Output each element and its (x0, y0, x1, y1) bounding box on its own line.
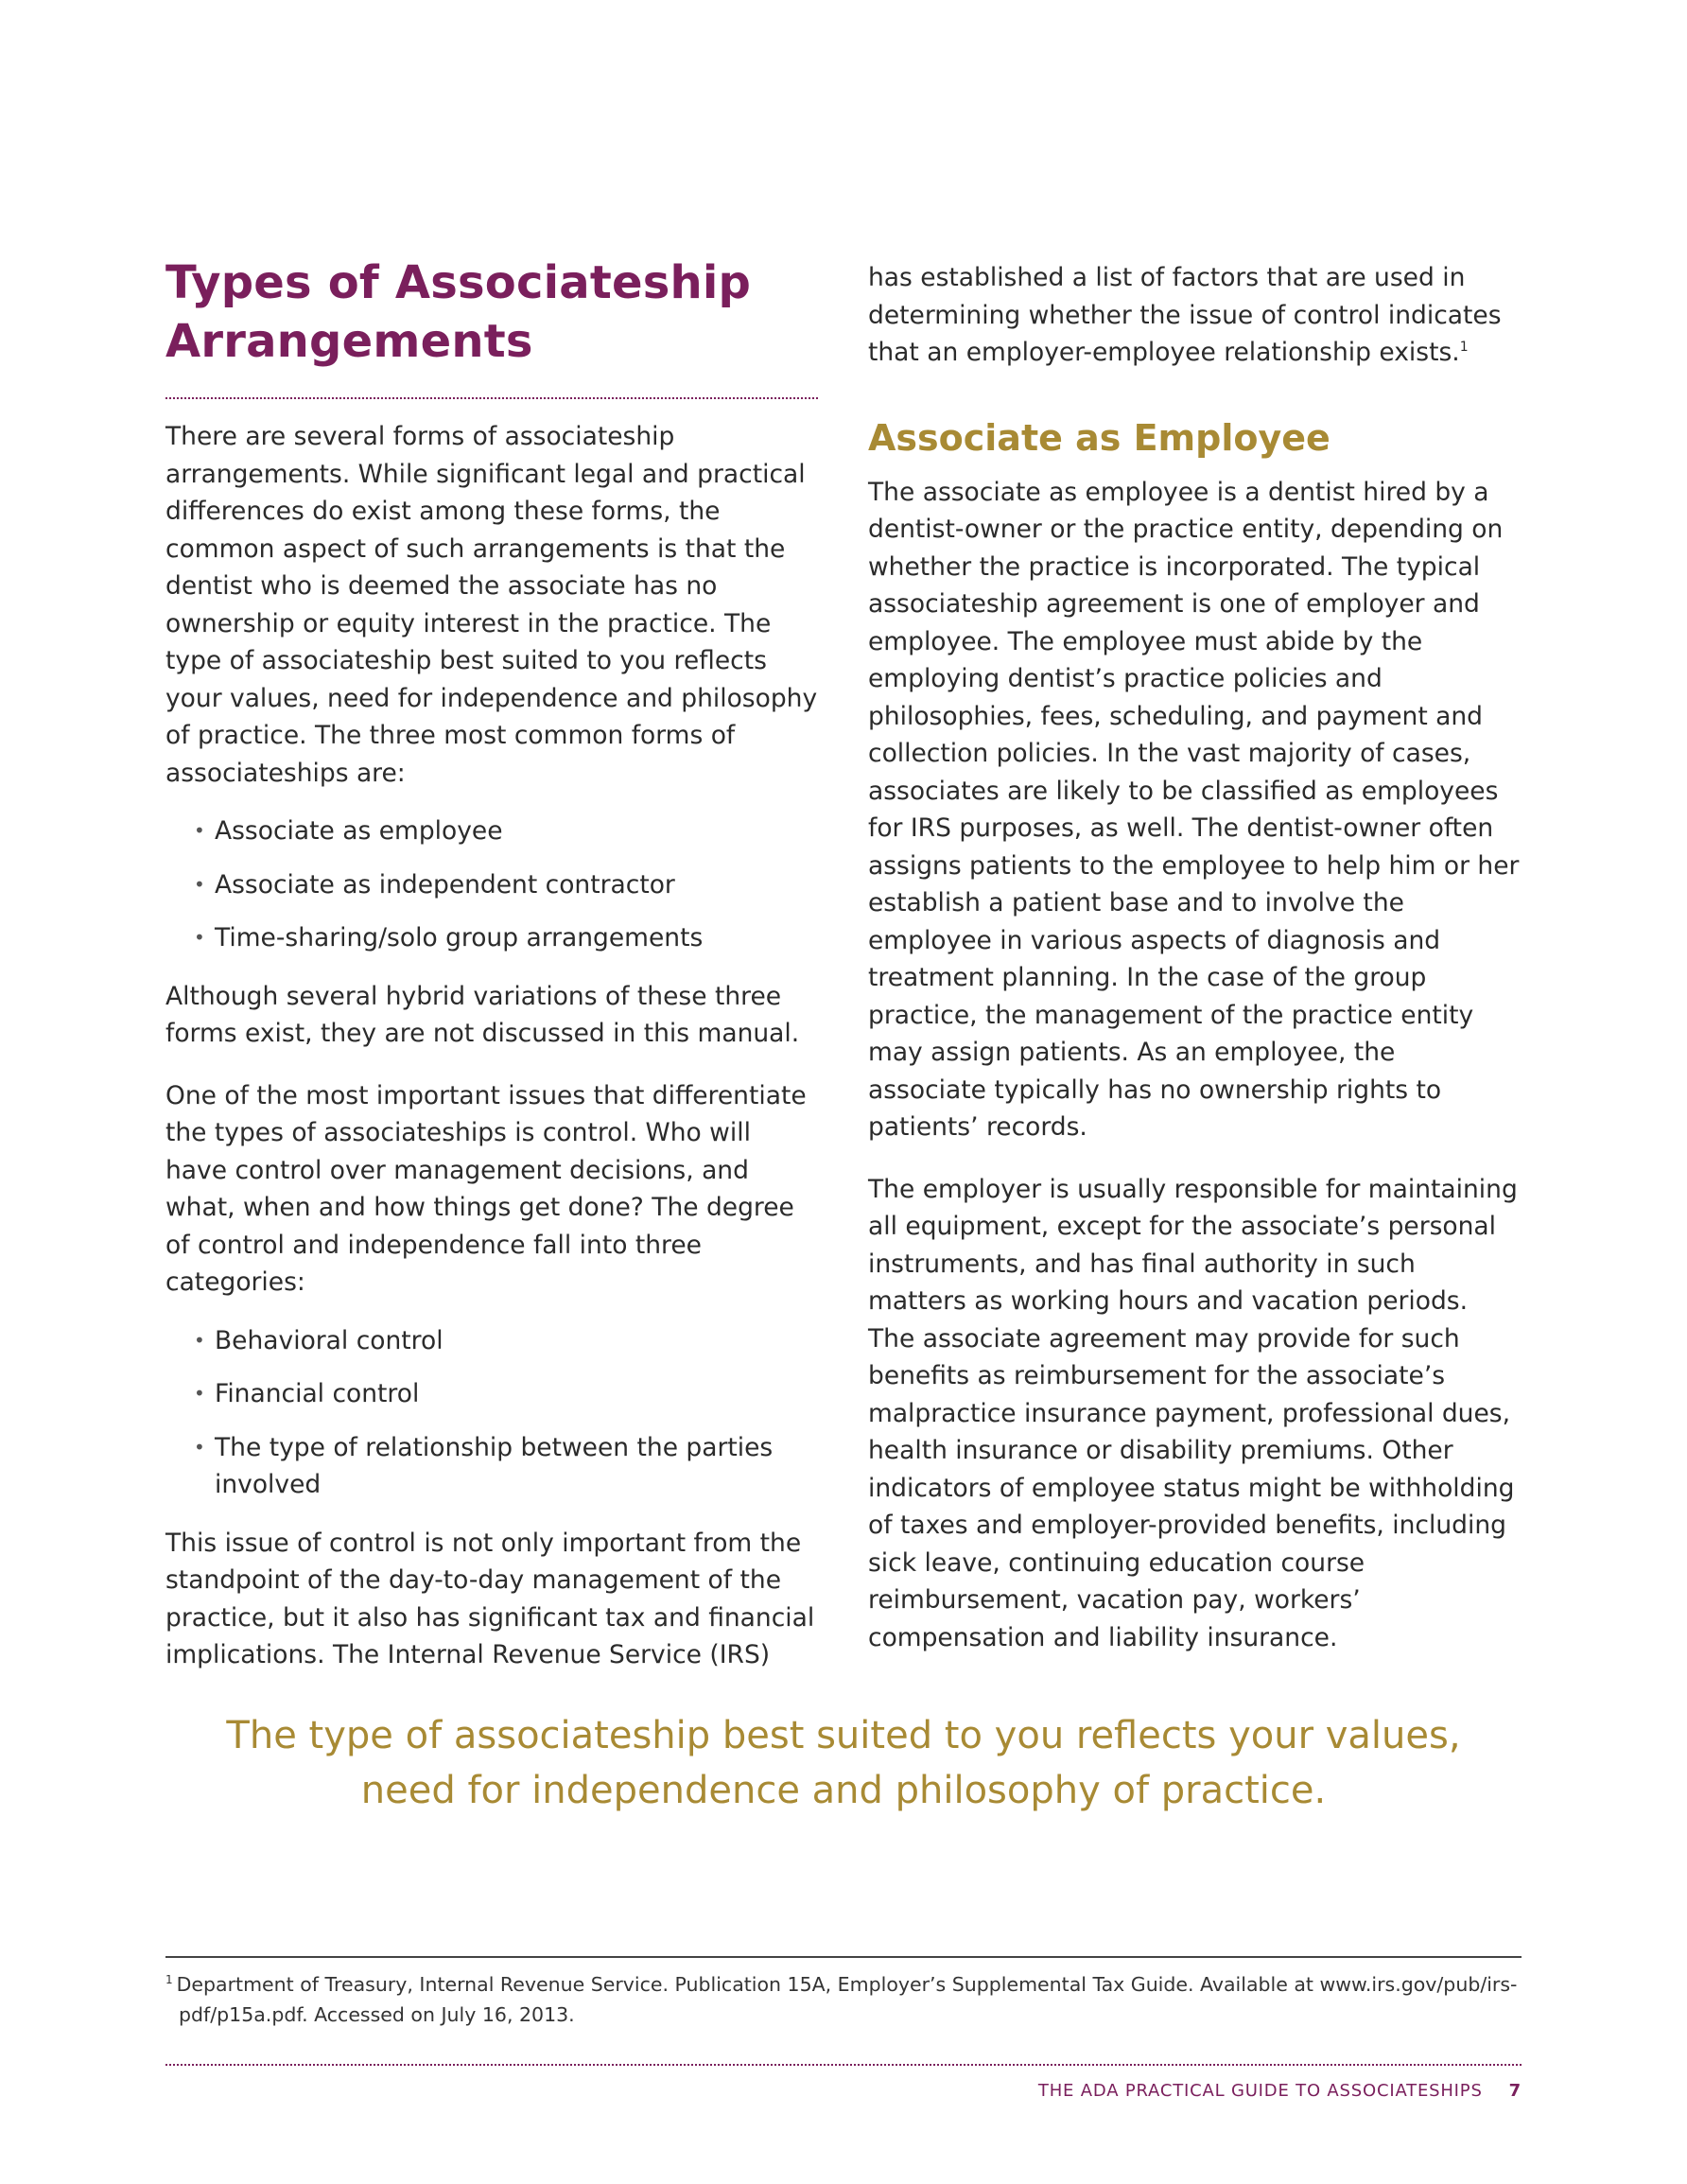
footnote-mark: 1 (165, 1973, 173, 1987)
footnote-rule (165, 1956, 1522, 1958)
footnote-ref: 1 (1459, 340, 1469, 356)
control-paragraph: One of the most important issues that differentiate the types of associateships is control. Who will have control over management decisions, and what, when and how things get done? The degree of control and independence fall into three categories: (165, 1080, 807, 1297)
continued-paragraph (868, 259, 1521, 372)
intro-paragraph: There are several forms of associateship arrangements. While significant legal and practical differences do exist among these forms, the common aspect of such arrangements is that the dentist who is deemed the associate has no ownership or equity interest in the practice. The type of associateship best suited to you reflects your values, need for independence and philosophy of practice. The three most common forms of associateships are: (165, 422, 818, 788)
pull-quote (165, 1708, 1522, 1818)
title-line-2: Arrangements (165, 315, 533, 368)
page-title (165, 253, 818, 371)
forms-list (165, 812, 818, 957)
control-list (165, 1322, 818, 1504)
title-divider (165, 397, 818, 399)
pull-quote-line-2: need for independence and philosophy of practice. (360, 1769, 1327, 1812)
left-column (165, 253, 818, 1699)
right-column (868, 259, 1521, 1681)
list-item: • Time-sharing/solo group arrangements (194, 919, 818, 957)
employee-paragraph: The associate as employee is a dentist hired by a dentist-owner or the practice entity, depending on whether the practice is incorporated. The typical associateship agreement is one of employer and employee. The employee must abide by the employing dentist’s practice policies and philosophies, fees, scheduling, and payment and collection policies. In the vast majority of cases, associates are likely to be classified as employees for IRS purposes, as well. The dentist-owner often assigns patients to the employee to help him or her establish a patient base and to involve the employee in various aspects of diagnosis and treatment planning. In the case of the group practice, the management of the practice entity may assign patients. As an employee, the associate typically has no ownership rights to patients’ records. (868, 477, 1520, 1142)
list-item: • Associate as independent contractor (194, 866, 818, 904)
employer-paragraph: The employer is usually responsible for maintaining all equipment, except for the associate’s personal instruments, and has final authority in such matters as working hours and vacation periods. The associate agreement may provide for such benefits as reimbursement for the associate’s malpractice insurance payment, professional dues, health insurance or disability premiums. Other indicators of employee status might be withholding of taxes and employer-provided benefits, including sick leave, continuing education course reimbursement, vacation pay, workers’ compensation and liability insurance. (868, 1174, 1518, 1652)
continued-text: has established a list of factors that are used in determining whether the issue of control indicates that an employer-employee relationship exists. (868, 263, 1502, 367)
irs-paragraph: This issue of control is not only important from the standpoint of the day-to-day management of the practice, but it also has significant tax and financial implications. The Internal Revenue Service (IRS) (165, 1528, 815, 1669)
list-item: • Associate as employee (194, 812, 818, 850)
page-footer (1038, 2081, 1522, 2101)
section-heading: Associate as Employee (868, 416, 1330, 459)
running-title: THE ADA PRACTICAL GUIDE TO ASSOCIATESHIPS (1037, 2081, 1483, 2101)
hybrid-paragraph: Although several hybrid variations of these three forms exist, they are not discussed in this manual. (165, 981, 800, 1048)
footer-divider (165, 2064, 1522, 2066)
title-line-1: Types of Associateship (165, 256, 752, 309)
pull-quote-line-1: The type of associateship best suited to you reflects your values, (226, 1714, 1461, 1757)
list-item: • The type of relationship between the parties involved (194, 1429, 818, 1504)
list-item: • Financial control (194, 1375, 818, 1413)
page-number: 7 (1508, 2081, 1522, 2101)
footnote (165, 1969, 1522, 2030)
list-item: • Behavioral control (194, 1322, 818, 1360)
footnote-text: Department of Treasury, Internal Revenue Service. Publication 15A, Employer’s Supplemental Tax Guide. Available at www.irs.gov/pub/irs-pdf/p15a.pdf. Accessed on July 16, 2013. (176, 1973, 1518, 2026)
